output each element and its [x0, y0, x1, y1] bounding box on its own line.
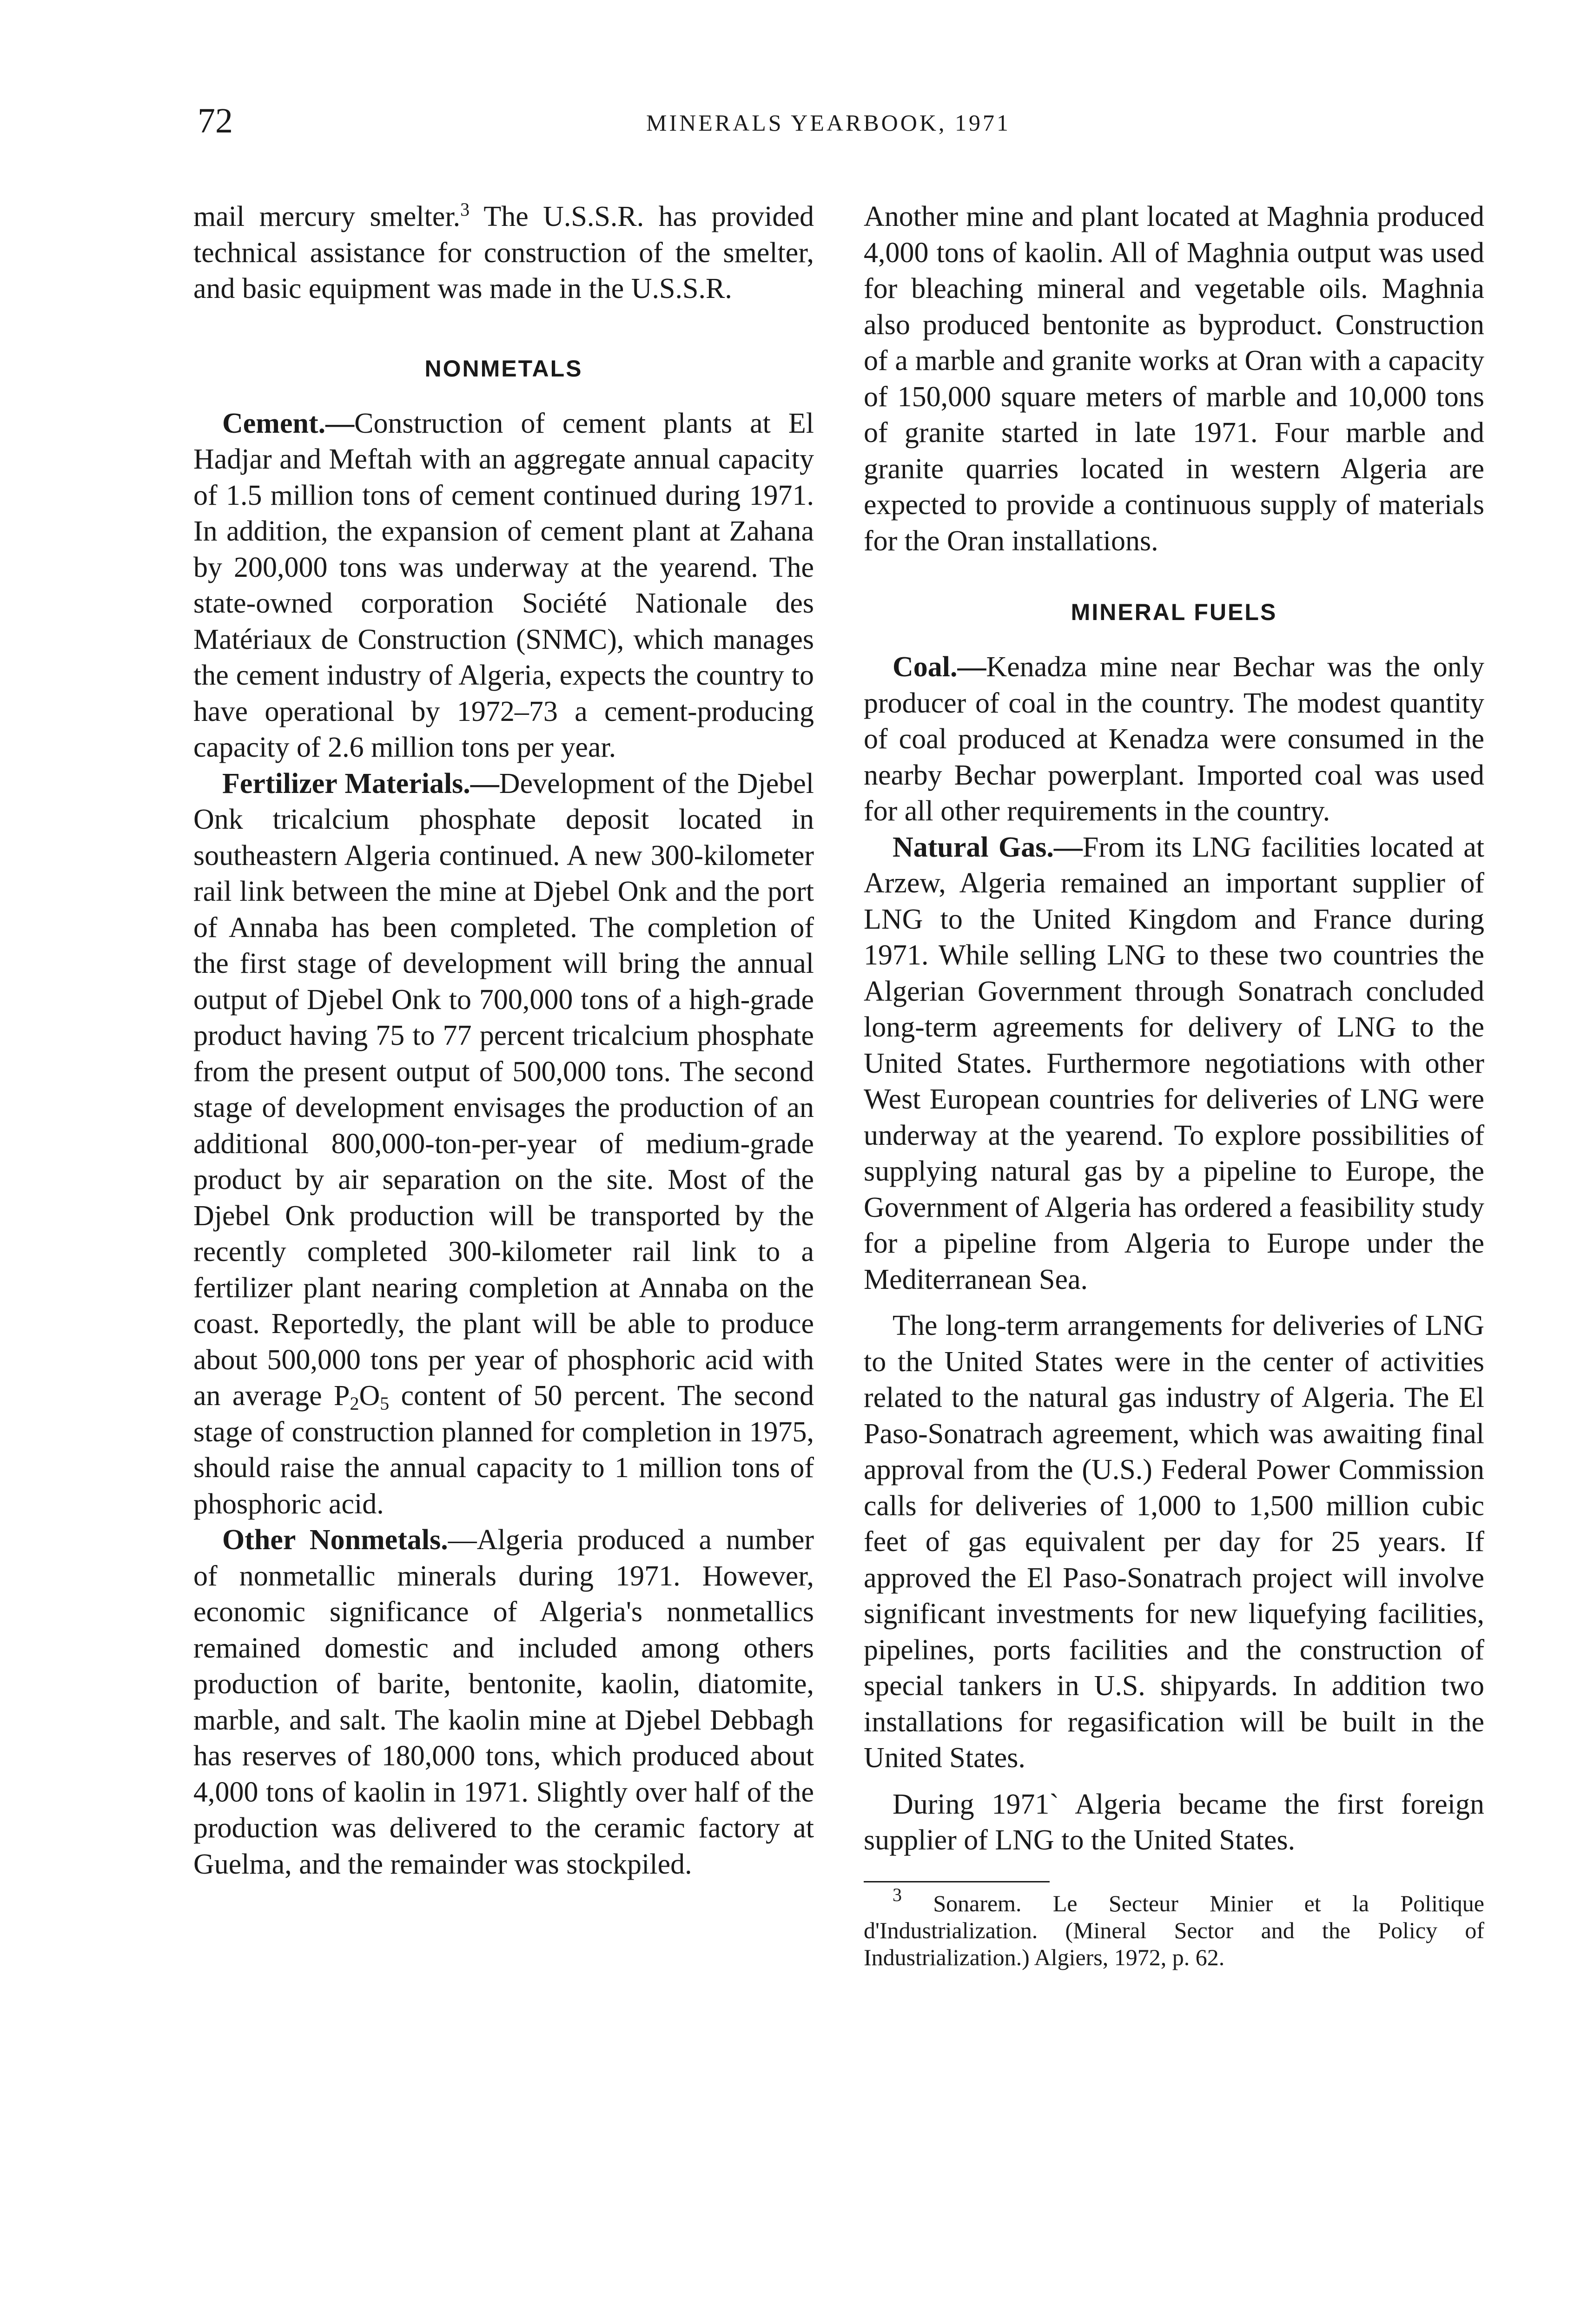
right-column — [864, 199, 1484, 1971]
coal-heading: Coal.— — [893, 651, 986, 683]
other-nonmetals-paragraph — [193, 1522, 814, 1882]
other-nonmetals-text: —Algeria produced a number of nonmetallic minerals during 1971. However, economic significance of Algeria's nonmetallics remained domestic and included among others production of barite, bentonite, kaolin, diatomite, marble, and salt. The kaolin mine at Djebel Debbagh has reserves of 180,000 tons, which produced about 4,000 tons of kaolin in 1971. Slightly over half of the production was delivered to the ceramic factory at Guelma, and the remainder was stockpiled. — [193, 1524, 814, 1880]
natural-gas-heading: Natural Gas.— — [893, 831, 1083, 863]
formula-subscript-5: 5 — [380, 1393, 390, 1414]
page-number: 72 — [198, 101, 233, 140]
formula-oxygen: O — [359, 1380, 380, 1412]
coal-paragraph — [864, 649, 1484, 830]
first-supplier-paragraph: During 1971` Algeria became the first foreign supplier of LNG to the United States. — [864, 1788, 1484, 1856]
cement-text: Construction of cement plants at El Hadjar and Meftah with an aggregate annual capacity of 1.5 million tons of cement continued during 1971. In addition, the expansion of cement plant at Zahana by 200,000 tons was underway at the yearend. The state-owned corporation Société Nationale des Matériaux de Construction (SNMC), which manages the cement industry of Algeria, expects the country to have operational by 1972–73 a cement-producing capacity of 2.6 million tons per year. — [193, 407, 814, 763]
fertilizer-text-continued: content of 50 percent. The second stage of construction planned for completion in 1975, should raise the annual capacity to 1 million tons of phosphoric acid. — [193, 1380, 814, 1520]
footnote-divider — [864, 1881, 1050, 1882]
footnote — [864, 1884, 1484, 1971]
section-heading-nonmetals: NONMETALS — [424, 355, 583, 382]
footnote-reference: 3 — [460, 199, 470, 220]
fertilizer-paragraph — [193, 766, 814, 1523]
continuation-tail: The U.S.S.R. has provided technical assistance for construction of the smelter, and basic equipment was made in the U.S.S.R. — [193, 201, 814, 304]
section-heading-mineral-fuels: MINERAL FUELS — [1071, 599, 1277, 625]
cement-paragraph — [193, 406, 814, 766]
coal-text: Kenadza mine near Bechar was the only producer of coal in the country. The modest quantity of coal produced at Kenadza were consumed in the nearby Bechar powerplant. Imported coal was used for all other requirements in the country. — [864, 651, 1484, 827]
continuation-text: mail mercury smelter. — [193, 201, 461, 232]
continuation-paragraph — [193, 199, 814, 307]
footnote-marker: 3 — [893, 1884, 902, 1905]
footnote-text: Sonarem. Le Secteur Minier et la Politique d'Industrialization. (Mineral Sector and the Policy of Industrialization.) Algiers, 1972, p. 62. — [864, 1890, 1484, 1970]
page-header — [0, 98, 1574, 149]
fertilizer-heading: Fertilizer Materials.— — [222, 767, 499, 799]
kaolin-continuation-paragraph: Another mine and plant located at Maghnia produced 4,000 tons of kaolin. All of Maghnia output was used for bleaching mineral and vegetable oils. Maghnia also produced bentonite as byproduct. Construction of a marble and granite works at Oran with a capacity of 150,000 square meters of marble and 10,000 tons of granite started in late 1971. Four marble and granite quarries located in western Algeria are expected to provide a continuous supply of materials for the Oran installations. — [864, 201, 1484, 557]
formula-subscript-2: 2 — [350, 1393, 359, 1414]
long-term-arrangements-paragraph: The long-term arrangements for deliveries of LNG to the United States were in the center of activities related to the natural gas industry of Algeria. The El Paso-Sonatrach agreement, which was awaiting final approval from the (U.S.) Federal Power Commission calls for deliveries of 1,000 to 1,500 million cubic feet of gas equivalent per day for 25 years. If approved the El Paso-Sonatrach project will involve significant investments for new liquefying facilities, pipelines, ports facilities and the construction of special tankers in U.S. shipyards. In addition two installations for regasification will be built in the United States. — [864, 1310, 1484, 1774]
natural-gas-text: From its LNG facilities located at Arzew, Algeria remained an important supplier of LNG to the United Kingdom and France during 1971. While selling LNG to these two countries the Algerian Government through Sonatrach concluded long-term agreements for delivery of LNG to the United States. Furthermore negotiations with other West European countries for deliveries of LNG were underway at the yearend. To explore possibilities of supplying natural gas by a pipeline to Europe, the Government of Algeria has ordered a feasibility study for a pipeline from Algeria to Europe under the Mediterranean Sea. — [864, 831, 1485, 1295]
cement-heading: Cement.— — [222, 407, 355, 439]
fertilizer-text: Development of the Djebel Onk tricalcium phosphate deposit located in southeastern Algeria continued. A new 300-kilometer rail link between the mine at Djebel Onk and the port of Annaba has been completed. The completion of the first stage of development will bring the annual output of Djebel Onk to 700,000 tons of a high-grade product having 75 to 77 percent tricalcium phosphate from the present output of 500,000 tons. The second stage of development envisages the production of an additional 800,000-ton-per-year of medium-grade product by air separation on the site. Most of the Djebel Onk production will be transported by the recently completed 300-kilometer rail link to a fertilizer plant nearing completion at Annaba on the coast. Reportedly, the plant will be able to produce about 500,000 tons per year of phosphoric acid with an average P — [193, 767, 814, 1412]
left-column — [193, 199, 814, 1882]
running-title: MINERALS YEARBOOK, 1971 — [646, 110, 1011, 136]
natural-gas-paragraph — [864, 830, 1484, 1298]
other-nonmetals-heading: Other Nonmetals. — [222, 1524, 448, 1556]
